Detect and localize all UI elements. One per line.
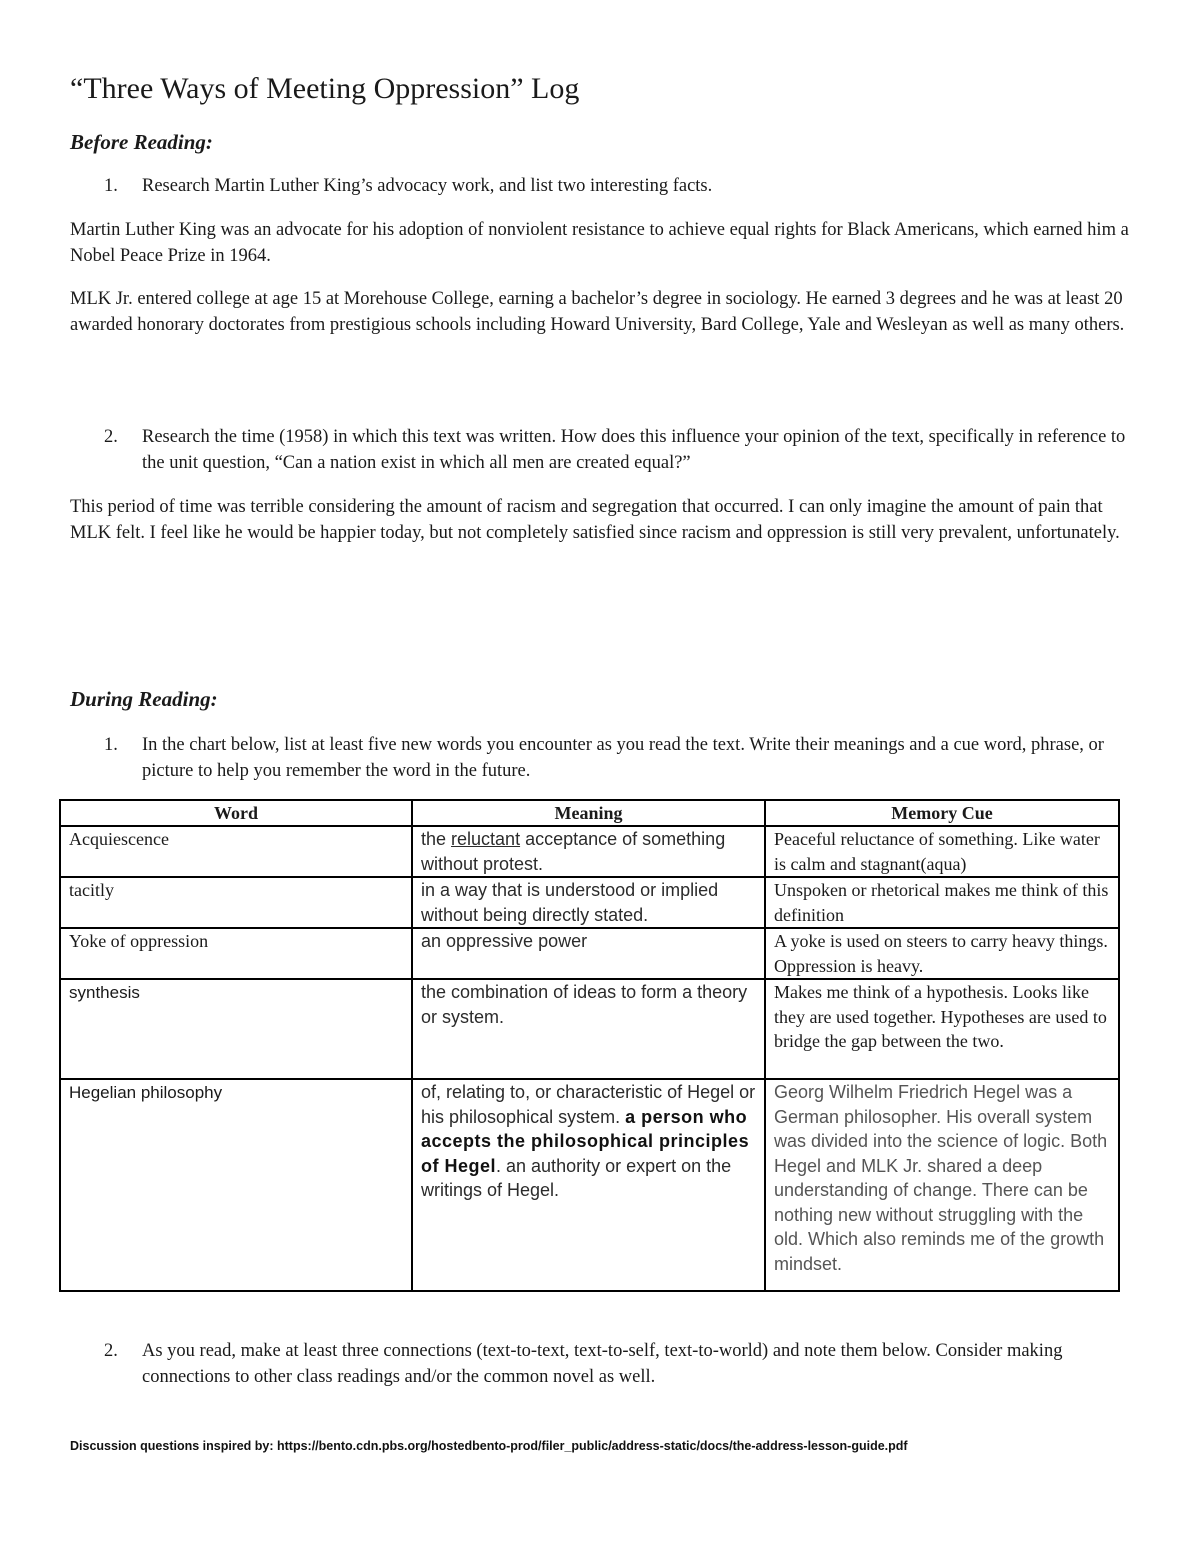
word-cell: Acquiescence [60, 826, 412, 877]
during-q2-number: 2. [104, 1341, 118, 1361]
memory-cue-cell: Unspoken or rhetorical makes me think of this definition [765, 877, 1119, 928]
word-cell: synthesis [60, 979, 412, 1079]
memory-cue-cell: Peaceful reluctance of something. Like water is calm and stagnant(aqua) [765, 826, 1119, 877]
page-title: “Three Ways of Meeting Oppression” Log [70, 72, 580, 105]
word-cell: tacitly [60, 877, 412, 928]
before-q1-text: Research Martin Luther King’s advocacy work, and list two interesting facts. [142, 176, 713, 196]
header-memory-cue: Memory Cue [765, 800, 1119, 826]
table-row [60, 877, 1119, 928]
during-q1-number: 1. [104, 735, 118, 755]
meaning-cell: in a way that is understood or implied without being directly stated. [412, 877, 765, 928]
table-row [60, 979, 1119, 1079]
during-q1-text: In the chart below, list at least five new words you encounter as you read the text. Write their meanings and a cue word, phrase, or picture to help you remember the word in the future. [142, 735, 1104, 781]
meaning-text: acceptance of something without protest. [421, 829, 726, 874]
header-word: Word [60, 800, 412, 826]
meaning-cell: the combination of ideas to form a theory or system. [412, 979, 765, 1079]
before-answer1-p1: Martin Luther King was an advocate for his adoption of nonviolent resistance to achieve equal rights for Black Americans, which earned him a Nobel Peace Prize in 1964. [70, 220, 1129, 266]
footer-citation: Discussion questions inspired by: https://bento.cdn.pbs.org/hostedbento-prod/filer_public/address-static/docs/the-address-lesson-guide.pdf [70, 1439, 908, 1453]
during-reading-heading: During Reading: [70, 687, 218, 711]
before-answer2: This period of time was terrible considering the amount of racism and segregation that occurred. I can only imagine the amount of pain that MLK felt. I feel like he would be happier today, but not completely satisfied since racism and oppression is still very prevalent, unfortunately. [70, 497, 1120, 543]
vocabulary-table [59, 799, 1120, 1292]
meaning-text: of, relating to, or characteristic of Hegel or his philosophical system. [421, 1082, 756, 1127]
table-row [60, 1079, 1119, 1291]
word-cell: Yoke of oppression [60, 928, 412, 979]
word-cell: Hegelian philosophy [60, 1079, 412, 1291]
meaning-cell [412, 1079, 765, 1291]
before-reading-heading: Before Reading: [70, 130, 213, 154]
memory-cue-cell: Georg Wilhelm Friedrich Hegel was a German philosopher. His overall system was divided into the science of logic. Both Hegel and MLK Jr. shared a deep understanding of change. There can be nothing new without struggling with the old. Which also reminds me of the growth mindset. [765, 1079, 1119, 1291]
header-meaning: Meaning [412, 800, 765, 826]
during-q2-text: As you read, make at least three connections (text-to-text, text-to-self, text-to-world) and note them below. Consider making connections to other class readings and/or the common novel as well. [142, 1341, 1063, 1387]
before-q2-number: 2. [104, 427, 118, 447]
meaning-text: . an authority or expert on the writings of Hegel. [421, 1155, 732, 1200]
meaning-cell: an oppressive power [412, 928, 765, 979]
before-answer1-p2: MLK Jr. entered college at age 15 at Morehouse College, earning a bachelor’s degree in sociology. He earned 3 degrees and he was at least 20 awarded honorary doctorates from prestigious schools including Howard University, Bard College, Yale and Wesleyan as well as many others. [70, 289, 1125, 335]
table-row [60, 928, 1119, 979]
before-q2-text: Research the time (1958) in which this text was written. How does this influence your opinion of the text, specifically in reference to the unit question, “Can a nation exist in which all men are created equal?” [142, 427, 1126, 473]
memory-cue-cell: A yoke is used on steers to carry heavy things. Oppression is heavy. [765, 928, 1119, 979]
meaning-underlined-text: reluctant [451, 829, 521, 849]
before-q1-number: 1. [104, 176, 118, 196]
table-row [60, 826, 1119, 877]
meaning-bold-text: a person who accepts the philosophical principles of Hegel [421, 1106, 750, 1176]
table-header-row [60, 800, 1119, 826]
memory-cue-cell: Makes me think of a hypothesis. Looks like they are used together. Hypotheses are used to bridge the gap between the two. [765, 979, 1119, 1079]
meaning-cell [412, 826, 765, 877]
meaning-text: the [421, 829, 452, 849]
